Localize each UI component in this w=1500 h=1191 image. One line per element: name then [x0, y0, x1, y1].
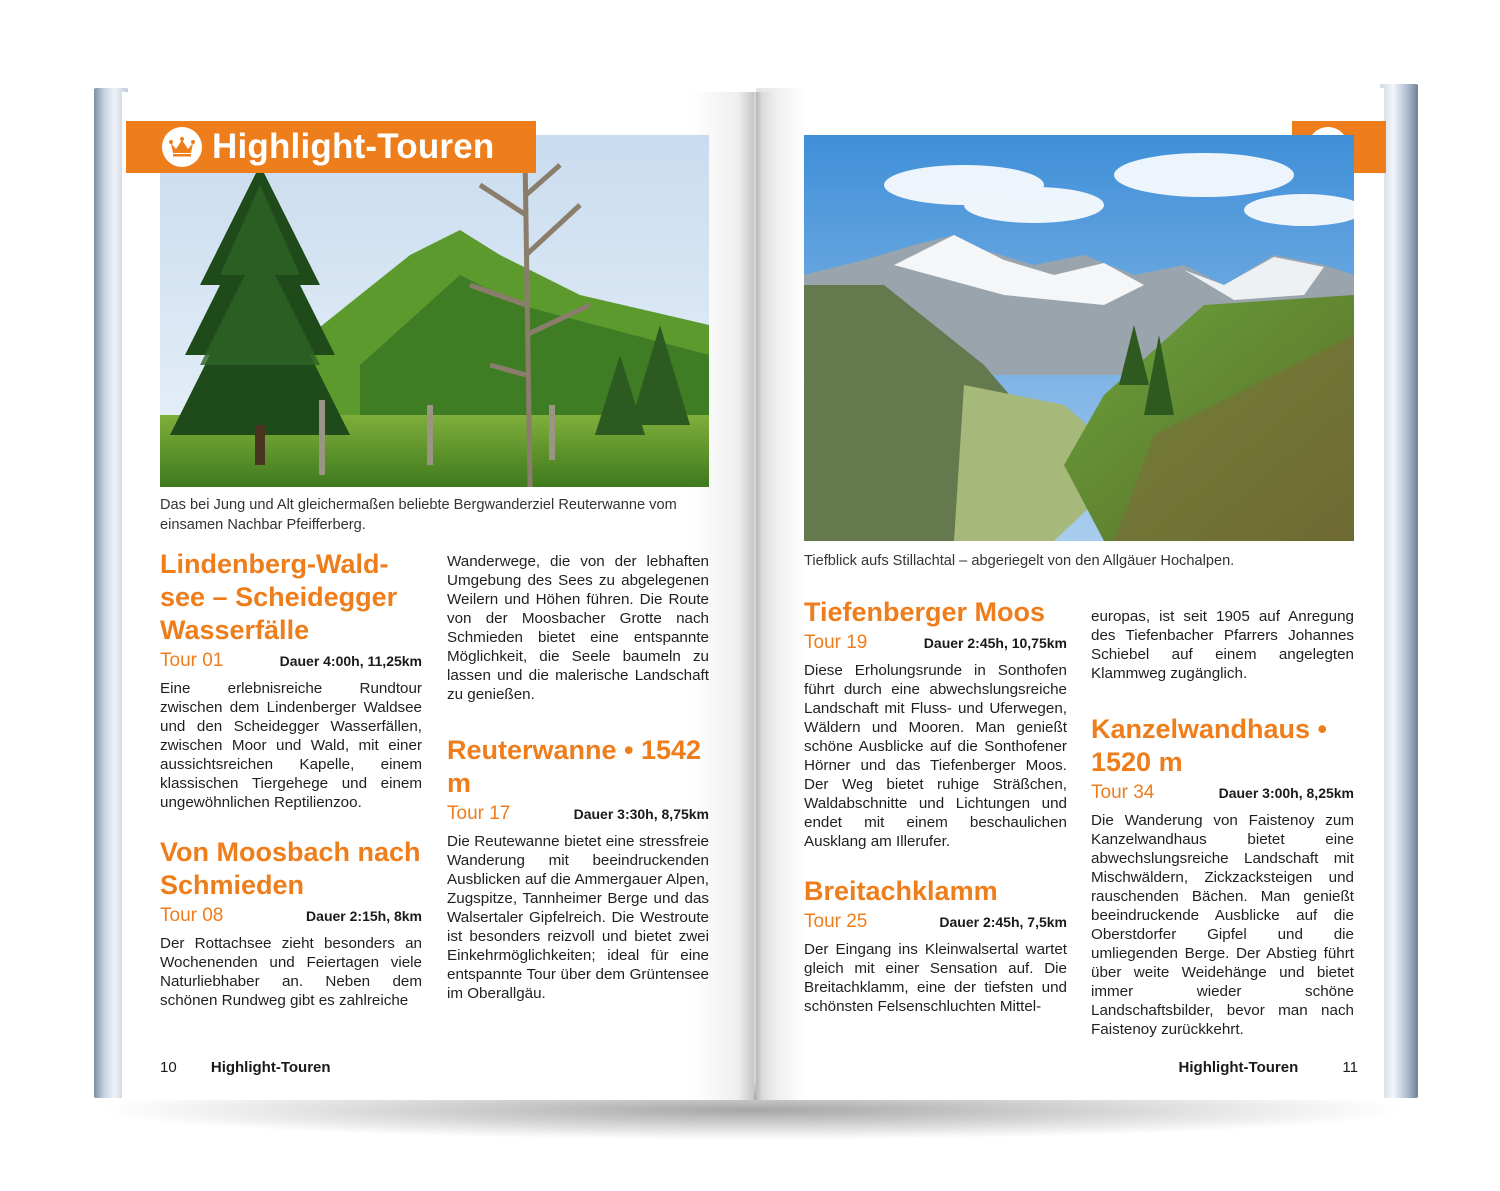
- tour-description: Die Wanderung von Faistenoy zum Kanzelwandhaus bietet eine abwechslungsreiche Landschaft mit Mischwäldern, Zickzacksteigen und rauschenden Bächen. Man genießt beeindruckende Ausblicke auf die Oberstdorfer Gipfel und die umliegenden Berge. Der Abstieg führt über weite Weidehänge und bietet immer wieder schöne Landschaftsbilder, bevor man nach Faistenoy zurückkehrt.: [1091, 812, 1354, 1038]
- footer-section: Highlight-Touren: [210, 1059, 331, 1076]
- tour-number: Tour 34: [1091, 782, 1155, 803]
- tour-description: Die Reutewanne bietet eine stressfreie Wanderung mit beeindruckenden Ausblicken auf die Ammergauer Alpen, Zugspitze, Tannheimer Berge und das Walsertaler Gipfelreich. Die Westroute ist besonders reizvoll und bietet zwei Einkehrmöglichkeiten; ideal für eine entspannte Tour über dem Grüntensee im Oberallgäu.: [447, 833, 709, 1002]
- left-column-1: [160, 548, 422, 1010]
- right-page-edges: [1380, 84, 1418, 1098]
- right-column-2: [1091, 607, 1354, 1039]
- tour-heading: Breitachklamm: [804, 876, 998, 906]
- crown-icon: [162, 127, 202, 167]
- tour-description: Diese Erholungsrunde in Sonthofen führt durch eine abwechslungsreiche Landschaft mit Fluss- und Uferwegen, Wäldern und Mooren. Man genießt schöne Ausblicke auf die Sonthofener Hörner und das Tiefenberger Moos. Der Weg bietet ruhige Sträßchen, Waldabschnitte und Lichtungen und endet mit einem beschaulichen Ausklang am Illerufer.: [804, 662, 1067, 850]
- tour-meta: [447, 804, 709, 824]
- tour-heading: Kanzelwandhaus • 1520 m: [1091, 714, 1327, 777]
- right-photo-caption: Tiefblick aufs Stillachtal – abgeriegelt von den Allgäuer Hochalpen.: [804, 553, 1235, 569]
- tour-meta: [804, 633, 1067, 653]
- book-gutter: [738, 92, 778, 1100]
- section-banner: [126, 121, 536, 173]
- tour-description: Der Rottachsee zieht besonders an Wochenenden und Feiertagen viele Naturliebhaber an. Neben dem schönen Rundweg gibt es zahlreiche: [160, 935, 422, 1009]
- tour-meta: [804, 912, 1067, 932]
- tour-description: Der Eingang ins Kleinwalsertal wartet gleich mit einer Sensation auf. Die Breitachklamm, eine der tiefsten und schönsten Felsenschluchten Mittel-: [804, 941, 1067, 1015]
- continued-text: europas, ist seit 1905 auf Anregung des Tiefenbacher Pfarrers Johannes Schiebel auf einem angelegten Klammweg zugänglich.: [1091, 608, 1354, 682]
- tour-duration: Dauer 2:45h, 7,5km: [939, 914, 1067, 930]
- tour-heading: Von Moosbach nach Schmieden: [160, 837, 421, 900]
- valley-photo: [804, 135, 1354, 541]
- tour-duration: Dauer 2:15h, 8km: [306, 908, 422, 924]
- page-number: 11: [1342, 1059, 1358, 1076]
- footer-section: Highlight-Touren: [1178, 1059, 1299, 1076]
- tour-duration: Dauer 4:00h, 11,25km: [279, 653, 422, 669]
- right-column-1: [804, 596, 1067, 1016]
- tour-number: Tour 01: [160, 650, 224, 671]
- left-photo-caption: Das bei Jung und Alt gleichermaßen beliebte Bergwanderziel Reuterwanne vom einsamen Nachbar Pfeifferberg.: [160, 497, 677, 533]
- tour-heading: Tiefenberger Moos: [804, 597, 1046, 627]
- tour-number: Tour 08: [160, 905, 224, 926]
- tour-duration: Dauer 3:00h, 8,25km: [1218, 785, 1354, 801]
- right-footer: [1178, 1059, 1358, 1076]
- forest-photo: [160, 135, 709, 487]
- section-title: Highlight-Touren: [212, 127, 495, 166]
- tour-number: Tour 19: [804, 632, 868, 653]
- tour-heading: Reuterwanne • 1542 m: [447, 735, 702, 798]
- left-column-2: [447, 552, 709, 1003]
- continued-text: Wanderwege, die von der lebhaften Umgebung des Sees zu abgelegenen Weilern und Höhen führen. Die Route von der Moosbacher Grotte nach Schmieden bietet eine entspannte Möglichkeit, die Seele baumeln zu lassen und die malerische Landschaft zu genießen.: [447, 553, 709, 703]
- tour-meta: [1091, 783, 1354, 803]
- tour-meta: [160, 906, 422, 926]
- tour-meta: [160, 651, 422, 671]
- tour-duration: Dauer 3:30h, 8,75km: [573, 806, 709, 822]
- tour-description: Eine erlebnisreiche Rundtour zwischen dem Lindenberger Waldsee und den Scheidegger Wasserfällen, zwischen Moor und Wald, mit einer aussichtsreichen Kapelle, einem klassischen Tiergehege und einem ungewöhnlichen Reptilienzoo.: [160, 680, 422, 811]
- tour-number: Tour 25: [804, 911, 868, 932]
- left-footer: [160, 1059, 460, 1076]
- tour-number: Tour 17: [447, 803, 511, 824]
- tour-duration: Dauer 2:45h, 10,75km: [923, 635, 1067, 651]
- page-number: 10: [160, 1059, 177, 1076]
- tour-heading: Lindenberg-Wald-see – Scheidegger Wasserfälle: [160, 549, 398, 645]
